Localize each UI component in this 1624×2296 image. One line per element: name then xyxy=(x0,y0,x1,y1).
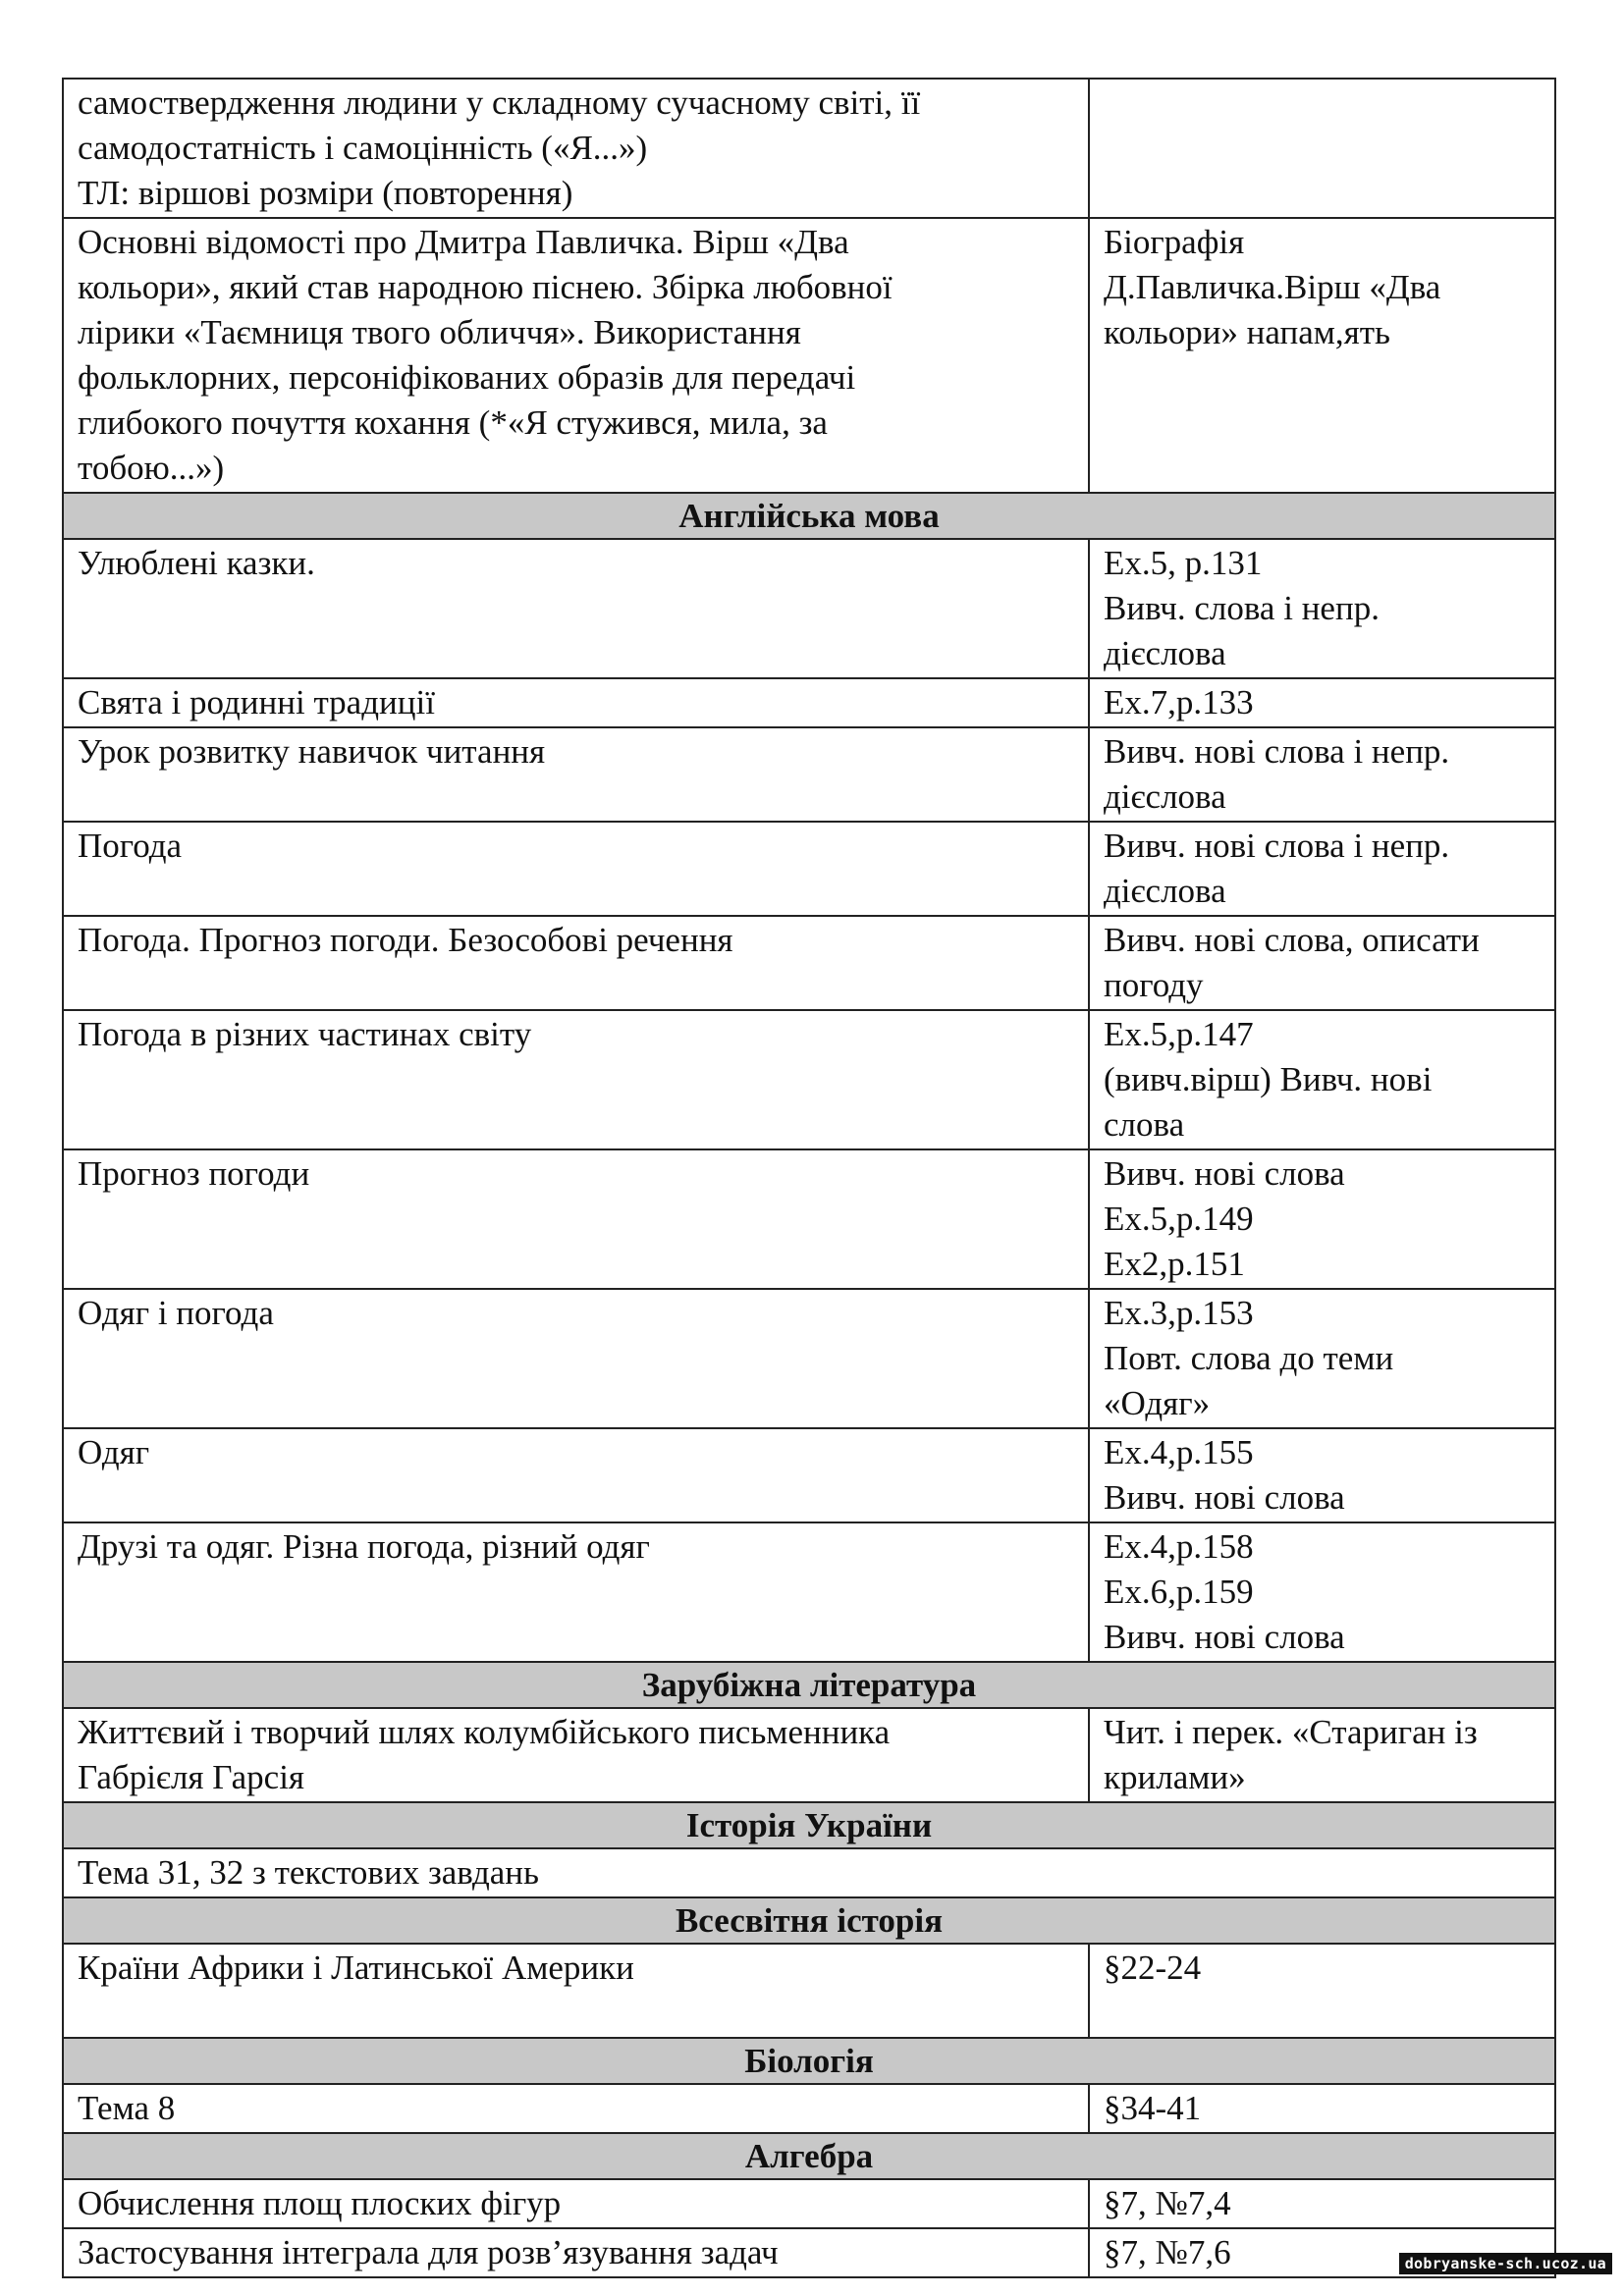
homework-cell xyxy=(1089,2084,1555,2133)
topic-cell xyxy=(63,727,1089,822)
cell-line: §34-41 xyxy=(1104,2089,1202,2127)
section-header-row xyxy=(63,2133,1555,2179)
homework-cell xyxy=(1089,822,1555,916)
cell-line: глибокого почуття кохання (*«Я стужився, мила, за xyxy=(78,403,828,442)
cell-line: Вивч. нові слова і непр. xyxy=(1104,732,1450,771)
cell-line: Прогноз погоди xyxy=(78,1154,310,1193)
section-title: Біологія xyxy=(63,2038,1555,2084)
topic-cell xyxy=(63,1428,1089,1522)
homework-cell xyxy=(1089,1289,1555,1428)
table-row xyxy=(63,1848,1555,1897)
cell-line: Одяг і погода xyxy=(78,1294,274,1332)
homework-cell xyxy=(1089,916,1555,1010)
table-row xyxy=(63,916,1555,1010)
section-header-row xyxy=(63,493,1555,539)
cell-line: слова xyxy=(1104,1105,1185,1144)
cell-line: ТЛ: віршові розміри (повторення) xyxy=(78,174,573,212)
topic-cell xyxy=(63,916,1089,1010)
cell-line: лірики «Таємниця твого обличчя». Використання xyxy=(78,313,801,351)
topic-cell xyxy=(63,1010,1089,1149)
homework-cell xyxy=(1089,1149,1555,1289)
cell-line: Країни Африки і Латинської Америки xyxy=(78,1949,634,1987)
section-title: Англійська мова xyxy=(63,493,1555,539)
cell-line: Погода xyxy=(78,827,183,865)
topic-cell xyxy=(63,2228,1089,2277)
section-header-row xyxy=(63,2038,1555,2084)
cell-line: Улюблені казки. xyxy=(78,544,315,582)
cell-line: крилами» xyxy=(1104,1758,1246,1796)
cell-line: Ex.5,p.149 xyxy=(1104,1200,1254,1238)
cell-line: Ex.7,p.133 xyxy=(1104,683,1254,721)
table-row xyxy=(63,822,1555,916)
cell-line: самоствердження людини у складному сучасному світі, її xyxy=(78,83,921,122)
cell-line: Ex.6,p.159 xyxy=(1104,1573,1254,1611)
topic-cell xyxy=(63,1522,1089,1662)
cell-line xyxy=(78,1991,1074,2036)
section-title: Всесвітня історія xyxy=(63,1897,1555,1944)
cell-line: кольори», який став народною піснею. Збірка любовної xyxy=(78,268,893,306)
cell-line: Погода. Прогноз погоди. Безособові речення xyxy=(78,921,733,959)
table-row xyxy=(63,1149,1555,1289)
cell-line: §7, №7,6 xyxy=(1104,2233,1231,2271)
cell-line: фольклорних, персоніфікованих образів для передачі xyxy=(78,358,856,397)
table-row xyxy=(63,79,1555,218)
topic-cell xyxy=(63,1944,1089,2038)
cell-line: Біографія xyxy=(1104,223,1245,261)
topic-cell xyxy=(63,2084,1089,2133)
cell-line: Одяг xyxy=(78,1433,150,1471)
table-row xyxy=(63,218,1555,493)
homework-cell xyxy=(1089,1708,1555,1802)
table-row xyxy=(63,2228,1555,2277)
table-row xyxy=(63,2084,1555,2133)
cell-line: Вивч. нові слова і непр. xyxy=(1104,827,1450,865)
homework-cell xyxy=(1089,79,1555,218)
cell-line: Друзі та одяг. Різна погода, різний одяг xyxy=(78,1527,650,1566)
cell-line: погоду xyxy=(1104,966,1204,1004)
cell-line: Тема 8 xyxy=(78,2089,176,2127)
cell-line: Ex.5, p.131 xyxy=(1104,544,1263,582)
homework-table xyxy=(62,78,1556,2278)
table-row xyxy=(63,1708,1555,1802)
table-row xyxy=(63,678,1555,727)
cell-line: самодостатність і самоцінність («Я...») xyxy=(78,129,648,167)
cell-line: Ex.5,p.147 xyxy=(1104,1015,1254,1053)
table-row xyxy=(63,1289,1555,1428)
table-row xyxy=(63,1522,1555,1662)
cell-line: кольори» напам,ять xyxy=(1104,313,1390,351)
cell-line: Застосування інтеграла для розв’язування задач xyxy=(78,2233,779,2271)
cell-line: Вивч. нові слова xyxy=(1104,1154,1345,1193)
cell-line: Повт. слова до теми xyxy=(1104,1339,1394,1377)
table-row xyxy=(63,1428,1555,1522)
cell-line: «Одяг» xyxy=(1104,1384,1211,1422)
topic-cell xyxy=(63,822,1089,916)
cell-line: тобою...») xyxy=(78,449,225,487)
cell-line: §22-24 xyxy=(1104,1949,1202,1987)
cell-line: Ex.4,p.158 xyxy=(1104,1527,1254,1566)
homework-cell xyxy=(1089,1944,1555,2038)
table-row xyxy=(63,1944,1555,2038)
topic-cell xyxy=(63,218,1089,493)
topic-cell xyxy=(63,1289,1089,1428)
cell-line: Вивч. нові слова xyxy=(1104,1478,1345,1517)
topic-cell xyxy=(63,539,1089,678)
section-header-row xyxy=(63,1802,1555,1848)
table-row xyxy=(63,539,1555,678)
section-header-row xyxy=(63,1897,1555,1944)
cell-line: дієслова xyxy=(1104,872,1226,910)
cell-line: Урок розвитку навичок читання xyxy=(78,732,546,771)
section-title: Історія України xyxy=(63,1802,1555,1848)
cell-line: Вивч. нові слова xyxy=(1104,1618,1345,1656)
cell-line: Життєвий і творчий шлях колумбійського письменника xyxy=(78,1713,891,1751)
table-row xyxy=(63,727,1555,822)
topic-cell xyxy=(63,2179,1089,2228)
homework-cell xyxy=(1089,727,1555,822)
homework-cell xyxy=(1089,2179,1555,2228)
section-title: Алгебра xyxy=(63,2133,1555,2179)
topic-cell xyxy=(63,1149,1089,1289)
cell-line: Погода в різних частинах світу xyxy=(78,1015,532,1053)
cell-line: Габрієля Гарсія xyxy=(78,1758,305,1796)
cell-line: Основні відомості про Дмитра Павличка. Вірш «Два xyxy=(78,223,849,261)
homework-cell xyxy=(1089,539,1555,678)
site-watermark: dobryanske-sch.ucoz.ua xyxy=(1399,2253,1612,2274)
section-header-row xyxy=(63,1662,1555,1708)
cell-line: (вивч.вірш) Вивч. нові xyxy=(1104,1060,1433,1098)
cell-line: Чит. і перек. «Стариган із xyxy=(1104,1713,1478,1751)
cell-line: Вивч. слова і непр. xyxy=(1104,589,1380,627)
topic-cell: Тема 31, 32 з текстових завдань xyxy=(63,1848,1555,1897)
homework-cell xyxy=(1089,218,1555,493)
cell-line: Обчислення площ плоских фігур xyxy=(78,2184,562,2222)
topic-cell xyxy=(63,678,1089,727)
homework-cell xyxy=(1089,678,1555,727)
topic-cell xyxy=(63,1708,1089,1802)
cell-line: Д.Павличка.Вірш «Два xyxy=(1104,268,1441,306)
homework-cell xyxy=(1089,1010,1555,1149)
cell-line: Ex2,p.151 xyxy=(1104,1245,1245,1283)
cell-line: дієслова xyxy=(1104,634,1226,672)
cell-line: §7, №7,4 xyxy=(1104,2184,1231,2222)
cell-line: Ex.3,p.153 xyxy=(1104,1294,1254,1332)
cell-line: Вивч. нові слова, описати xyxy=(1104,921,1480,959)
cell-line: дієслова xyxy=(1104,777,1226,816)
cell-line: Ex.4,p.155 xyxy=(1104,1433,1254,1471)
homework-cell xyxy=(1089,1428,1555,1522)
table-row xyxy=(63,1010,1555,1149)
topic-cell xyxy=(63,79,1089,218)
homework-cell xyxy=(1089,1522,1555,1662)
cell-line: Свята і родинні традиції xyxy=(78,683,435,721)
section-title: Зарубіжна література xyxy=(63,1662,1555,1708)
table-row xyxy=(63,2179,1555,2228)
